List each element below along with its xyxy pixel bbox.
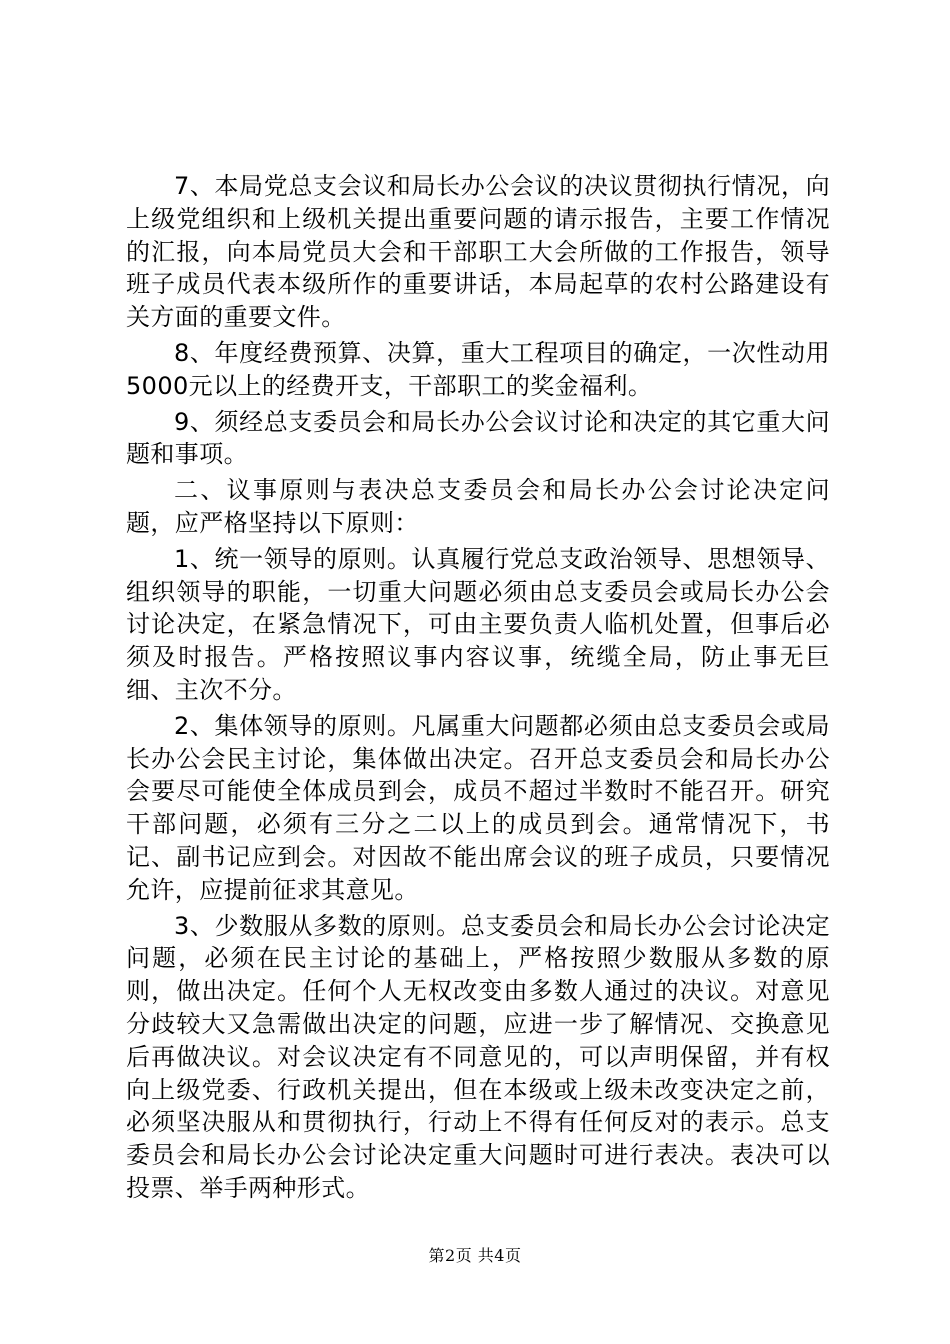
principle-title: 2、集体领导的原则。 — [174, 711, 412, 740]
principle-text: 凡属重大问题都必须由总支委员会或局长办公会民主讨论，集体做出决定。召开总支委员会和局长办公会要尽可能使全体成员到会，成员不超过半数时不能召开。研究干部问题，必须有三分之二以上的成员到会。通常情况下，书记、副书记应到会。对因故不能出席会议的班子成员，只要情况允许，应提前征求其意见。 — [126, 711, 830, 904]
principle-majority-rule — [126, 910, 830, 1205]
principle-title: 1、统一领导的原则。 — [174, 544, 412, 573]
principle-unified-leadership — [126, 543, 830, 707]
principle-text: 认真履行党总支政治领导、思想领导、组织领导的职能，一切重大问题必须由总支委员会或局长办公会讨论决定，在紧急情况下，可由主要负责人临机处置，但事后必须及时报告。严格按照议事内容议事，统缆全局，防止事无巨细、主次不分。 — [126, 544, 830, 704]
section-heading-principles — [126, 474, 830, 540]
paragraph-item-9 — [126, 406, 830, 472]
document-body — [126, 170, 830, 1208]
page-number-footer: 第2页 共4页 — [428, 1246, 522, 1265]
paragraph-text: 二、议事原则与表决总支委员会和局长办公会讨论决定问题，应严格坚持以下原则： — [126, 476, 830, 537]
paragraph-text: 8、年度经费预算、决算，重大工程项目的确定，一次性动用5000元以上的经费开支，干部职工的奖金福利。 — [126, 338, 830, 400]
principle-text: 总支委员会和局长办公会讨论决定问题，必须在民主讨论的基础上，严格按照少数服从多数的原则，做出决定。任何个人无权改变由多数人通过的决议。对意见分歧较大又急需做出决定的问题，应进一步了解情况、交换意见后再做决议。对会议决定有不同意见的，可以声明保留，并有权向上级党委、行政机关提出，但在本级或上级未改变决定之前，必须坚决服从和贯彻执行，行动上不得有任何反对的表示。总支委员会和局长办公会讨论决定重大问题时可进行表决。表决可以投票、举手两种形式。 — [126, 911, 831, 1202]
paragraph-text: 9、须经总支委员会和局长办公会议讨论和决定的其它重大问题和事项。 — [126, 407, 830, 469]
paragraph-text: 7、本局党总支会议和局长办公会议的决议贯彻执行情况，向上级党组织和上级机关提出重要问题的请示报告，主要工作情况的汇报，向本局党员大会和干部职工大会所做的工作报告，领导班子成员代表本级所作的重要讲话，本局起草的农村公路建设有关方面的重要文件。 — [126, 172, 830, 332]
principle-collective-leadership — [126, 710, 830, 907]
paragraph-item-7 — [126, 170, 830, 334]
paragraph-item-8 — [126, 337, 830, 403]
principle-title: 3、少数服从多数的原则。 — [174, 911, 461, 940]
